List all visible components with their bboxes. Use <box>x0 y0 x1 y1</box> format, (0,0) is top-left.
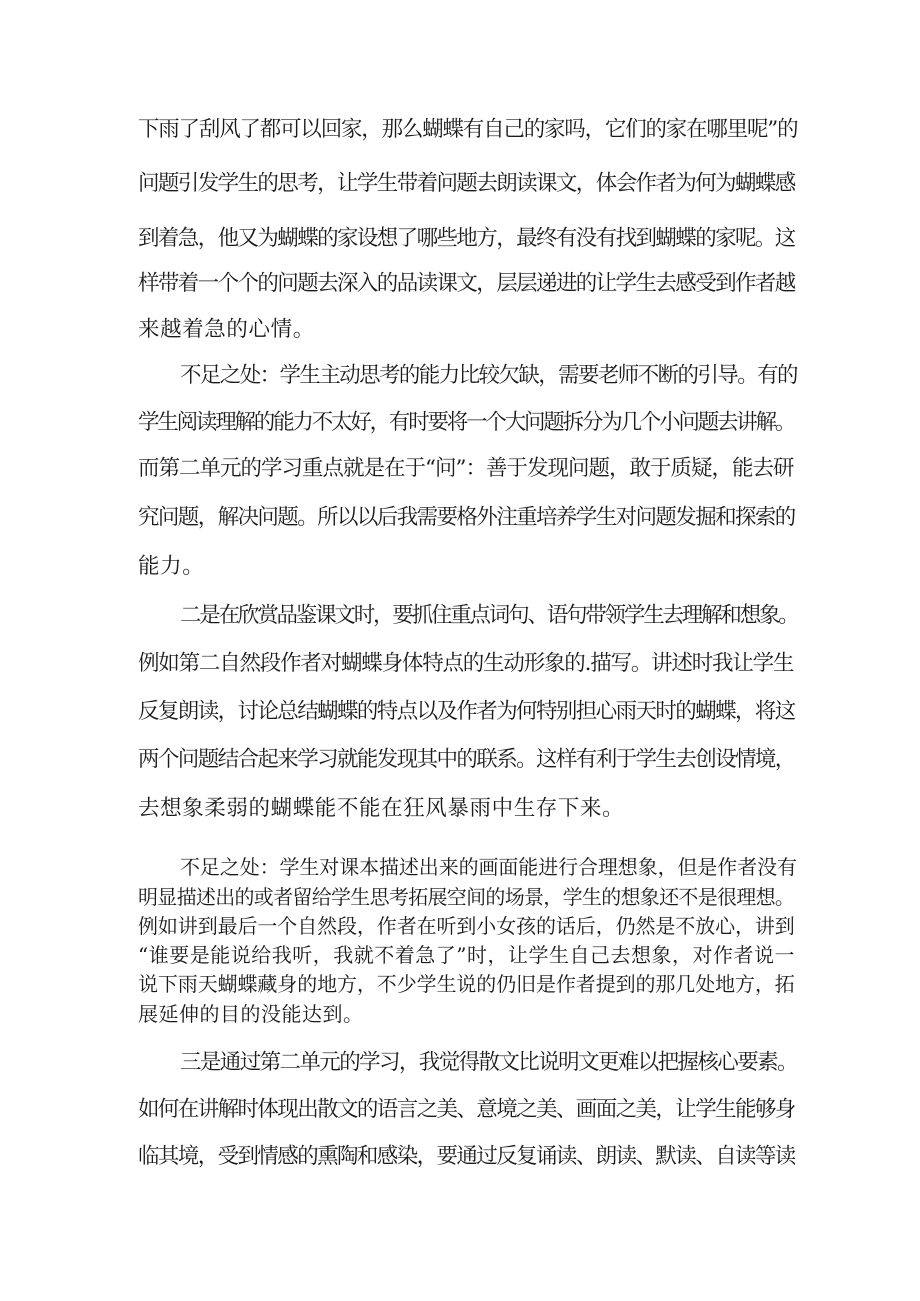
paragraph-4-line-2: 明显描述出的或者留给学生思考拓展空间的场景，学生的想象还不是很理想。 <box>138 885 795 909</box>
paragraph-2-line-3: 而第二单元的学习重点就是在于“问”：善于发现问题，敢于质疑，能去研 <box>138 456 794 481</box>
paragraph-2-line-4: 究问题，解决问题。所以以后我需要格外注重培养学生对问题发掘和探索的 <box>138 505 795 530</box>
paragraph-2-line-5: 能力。 <box>138 554 205 579</box>
paragraph-1-line-5: 来越着急的心情。 <box>138 317 315 342</box>
paragraph-1-line-1: 下雨了刮风了都可以回家，那么蝴蝶有自己的家吗，它们的家在哪里呢”的 <box>138 117 798 142</box>
paragraph-1-line-2: 问题引发学生的思考，让学生带着问题去朗读课文，体会作者为何为蝴蝶感 <box>138 171 795 196</box>
paragraph-1-line-4: 样带着一个个的问题去深入的品读课文，层层递进的让学生去感受到作者越 <box>138 271 795 296</box>
paragraph-5-line-2: 如何在讲解时体现出散文的语言之美、意境之美、画面之美，让学生能够身 <box>138 1097 795 1122</box>
paragraph-4-line-4: “谁要是能说给我听，我就不着急了”时，让学生自己去想象，对作者说一 <box>138 943 795 967</box>
paragraph-5-line-3: 临其境，受到情感的熏陶和感染，要通过反复诵读、朗读、默读、自读等读 <box>138 1144 795 1169</box>
paragraph-3-line-1: 二是在欣赏品鉴课文时，要抓住重点词句、语句带领学生去理解和想象。 <box>180 603 798 628</box>
paragraph-2-line-1: 不足之处：学生主动思考的能力比较欠缺，需要老师不断的引导。有的 <box>180 363 797 388</box>
paragraph-5-line-1: 三是通过第二单元的学习，我觉得散文比说明文更难以把握核心要素。 <box>180 1050 797 1075</box>
paragraph-1-line-3: 到着急，他又为蝴蝶的家设想了哪些地方，最终有没有找到蝴蝶的家呢。这 <box>138 226 795 251</box>
paragraph-3-line-4: 两个问题结合起来学习就能发现其中的联系。这样有利于学生去创设情境， <box>138 747 795 772</box>
paragraph-3-line-2: 例如第二自然段作者对蝴蝶身体特点的生动形象的.描写。讲述时我让学生 <box>138 651 794 676</box>
paragraph-2-line-2: 学生阅读理解的能力不太好，有时要将一个大问题拆分为几个小问题去讲解。 <box>138 410 795 435</box>
paragraph-3-line-5: 去想象柔弱的蝴蝶能不能在狂风暴雨中生存下来。 <box>138 796 625 821</box>
paragraph-4-line-3: 例如讲到最后一个自然段，作者在听到小女孩的话后，仍然是不放心，讲到 <box>138 914 795 938</box>
paragraph-4-line-1: 不足之处：学生对课本描述出来的画面能进行合理想象，但是作者没有 <box>180 855 797 879</box>
paragraph-4-line-5: 说下雨天蝴蝶藏身的地方，不少学生说的仍旧是作者提到的那几处地方，拓 <box>138 972 795 996</box>
paragraph-4-line-6: 展延伸的目的没能达到。 <box>138 1002 364 1026</box>
paragraph-3-line-3: 反复朗读，讨论总结蝴蝶的特点以及作者为何特别担心雨天时的蝴蝶，将这 <box>138 699 795 724</box>
